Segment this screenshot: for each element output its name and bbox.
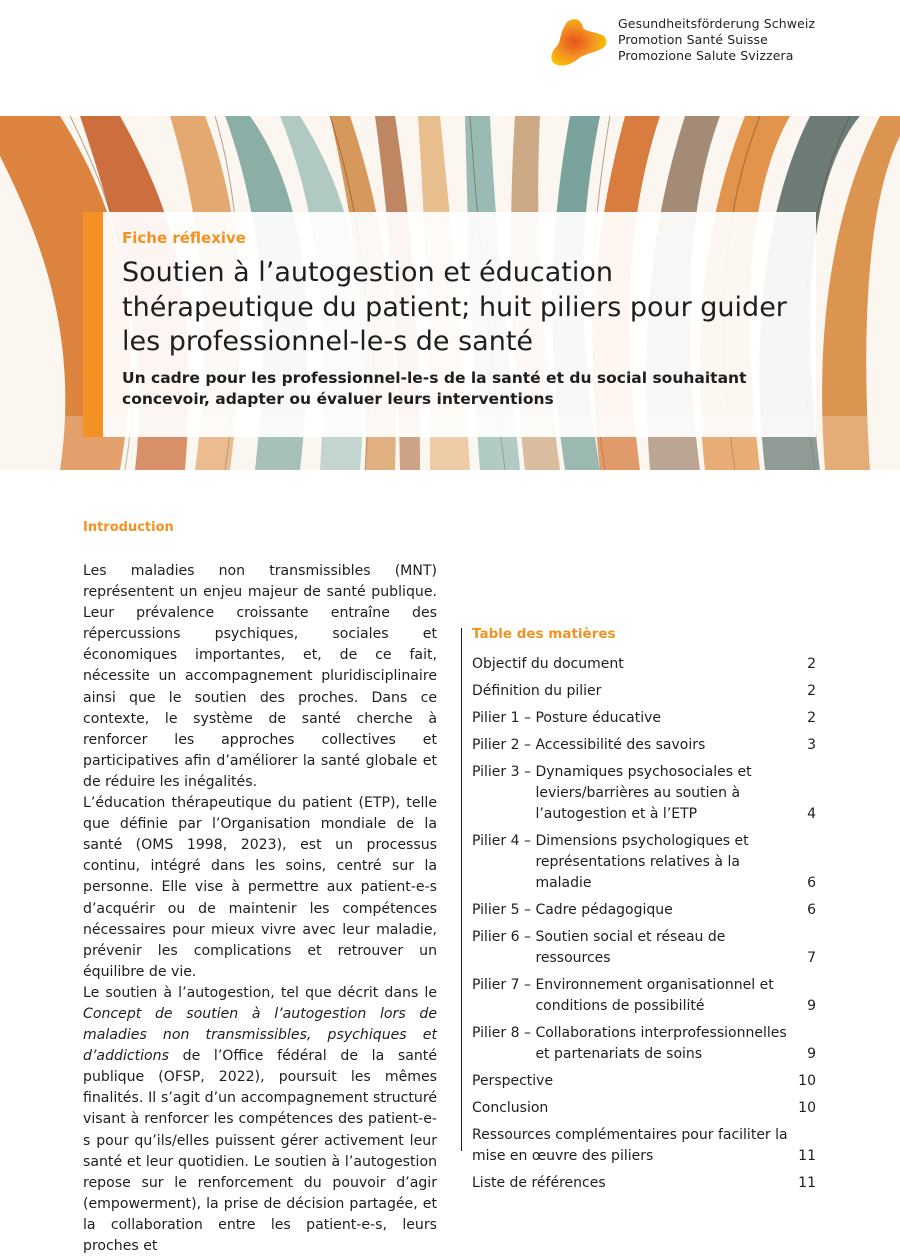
toc-entry-text [472,927,816,969]
toc-entry-prefix: Pilier 5 – [472,902,536,918]
logo-line-fr: Promotion Santé Suisse [618,32,768,47]
logo-line-de: Gesundheitsförderung Schweiz [618,16,816,31]
intro-paragraph-3 [83,983,437,1257]
toc-entry[interactable] [472,762,816,825]
introduction-body [83,561,437,1257]
toc-entry-label: Conclusion [472,1100,549,1116]
intro-paragraph-2: L’éducation thérapeutique du patient (ETP), telle que définie par l’Organisation mondiale de la santé (OMS 1998, 2023), est un processus continu, intégré dans les soins, centré sur la personne. Elle vise à permettre aux patient-e-s d’acquérir ou de maintenir les compétences nécessaires pour mieux vivre avec leur maladie, prévenir les complications et retrouver un équilibre de vie. [83,795,437,980]
toc-entry-label: Environnement organisationnel et conditions de possibilité [535,977,774,1014]
toc-entry-page: 10 [798,1100,816,1116]
toc-entry-label: Accessibilité des savoirs [535,737,706,753]
organization-name [618,16,815,64]
toc-entry-text [472,900,816,921]
toc-entry-text [472,975,816,1017]
toc-entry[interactable] [472,900,816,921]
toc-entry[interactable] [472,927,816,969]
intro-paragraph-3-end: de l’Office fédéral de la santé publique (OFSP, 2022), poursuit les mêmes finalités. Il s’agit d’un accompagnement structuré visant à renforcer les compétences des patient-e-s pour qu’ils/elles puissent gérer activement leur santé et leur quotidien. Le soutien à l’autogestion repose sur le renforcement du pouvoir d’agir (empowerment), la prise de décision partagée, et la collaboration entre les patient-e-s, leurs proches et [83,1048,437,1254]
toc-entry-text [472,762,816,825]
toc-entry-page: 9 [807,998,816,1014]
toc-entry-label: Dimensions psychologiques et représentations relatives à la maladie [535,833,749,891]
concept-title-reference: Concept de soutien à l’autogestion lors de maladies non transmissibles, psychiques et d’addictions [83,1005,437,1065]
introduction-heading: Introduction [83,520,174,535]
toc-entry-page: 2 [807,710,816,726]
toc-entry-label: Liste de références [472,1175,606,1191]
toc-entry-page: 9 [807,1046,816,1062]
toc-entry-page: 11 [798,1148,816,1164]
toc-entry-prefix: Pilier 8 – [472,1025,536,1041]
toc-entry-page: 11 [798,1175,816,1191]
toc-entry[interactable] [472,1098,816,1119]
toc-entry-label: Soutien social et réseau de ressources [535,929,726,966]
toc-entry-page: 7 [807,950,816,966]
toc-entry-prefix: Pilier 1 – [472,710,536,726]
toc-entry[interactable] [472,735,816,756]
toc-entry-prefix: Pilier 2 – [472,737,536,753]
page-subtitle: Un cadre pour les professionnel-le-s de la santé et du social souhaitant concevoir, adapter ou évaluer leurs interventions [122,369,747,408]
toc-entry[interactable] [472,1125,816,1167]
toc-entry-label: Perspective [472,1073,554,1089]
toc-entry-page: 2 [807,683,816,699]
intro-paragraph-3-start: Le soutien à l’autogestion, tel que décrit dans le [83,984,437,1001]
toc-entry-prefix: Pilier 6 – [472,929,536,945]
toc-entry-label: Ressources complémentaires pour faciliter la mise en œuvre des piliers [472,1127,788,1164]
logo-line-it: Promozione Salute Svizzera [618,48,794,63]
toc-entry-page: 2 [807,656,816,672]
toc-entry-prefix: Pilier 3 – [472,764,536,780]
toc-entry[interactable] [472,975,816,1017]
toc-entry-label: Collaborations interprofessionnelles et partenariats de soins [535,1025,787,1062]
toc-entry-page: 6 [807,875,816,891]
toc-entry[interactable] [472,1023,816,1065]
toc-entry-label: Cadre pédagogique [535,902,673,918]
toc-entry[interactable] [472,708,816,729]
toc-entry-text [472,735,816,756]
page-title: Soutien à l’autogestion et éducation thérapeutique du patient; huit piliers pour guider les professionnel-le-s de santé [122,257,787,357]
toc-title: Table des matières [472,626,616,642]
toc-entry[interactable] [472,681,816,702]
toc-entry-text [472,1023,816,1065]
table-of-contents [461,626,817,1191]
toc-entry[interactable] [472,1071,816,1092]
toc-entry-prefix: Pilier 4 – [472,833,536,849]
toc-entry[interactable] [472,831,816,894]
intro-paragraph-1: Les maladies non transmissibles (MNT) représentent un enjeu majeur de santé publique. Leur prévalence croissante entraîne des répercussions psychiques, sociales et économiques importantes, et, de ce fait, nécessite un accompagnement pluridisciplinaire ainsi que le soutien des proches. Dans ce contexte, le système de santé cherche à renforcer les approches collectives et participatives afin d’améliorer la santé globale et de réduire les inégalités. [83,563,437,790]
title-card [83,212,816,437]
toc-entry-prefix: Pilier 7 – [472,977,536,993]
toc-entry-label: Posture éducative [535,710,662,726]
document-type-label: Fiche réflexive [122,229,246,247]
accent-bar [83,212,103,437]
toc-entry-label: Dynamiques psychosociales et leviers/barrières au soutien à l’autogestion et à l’ETP [535,764,752,822]
toc-entry-page: 3 [807,737,816,753]
toc-entry-page: 10 [798,1073,816,1089]
toc-entry-label: Objectif du document [472,656,624,672]
toc-entry-text [472,708,816,729]
toc-entry-page: 4 [807,806,816,822]
toc-entry-page: 6 [807,902,816,918]
orange-blob-logo-icon [549,16,609,70]
toc-entry-label: Définition du pilier [472,683,602,699]
toc-entry-text [472,831,816,894]
toc-entry[interactable] [472,654,816,675]
toc-list [472,654,816,1200]
